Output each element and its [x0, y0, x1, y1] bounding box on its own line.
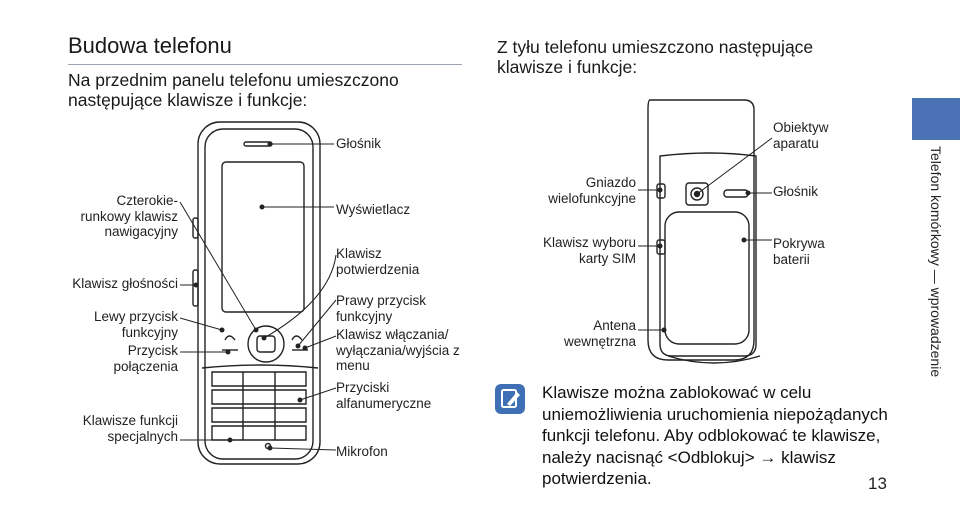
back-phone-illustration — [648, 100, 760, 363]
label-volume-key: Klawisz głośności — [72, 276, 178, 291]
label-speaker: Głośnik — [336, 136, 382, 151]
chapter-tab — [912, 98, 960, 140]
front-intro: Na przednim panelu telefonu umieszczono następujące klawisze i funkcje: — [68, 70, 399, 110]
label-power-end-key: Klawisz włączania/ wyłączania/wyjścia z menu — [336, 327, 460, 373]
label-rear-speaker: Głośnik — [773, 184, 819, 199]
chapter-side-label: Telefon komórkowy — wprowadzenie — [928, 146, 944, 378]
label-microphone: Mikrofon — [336, 444, 388, 459]
page-number: 13 — [868, 474, 887, 493]
label-sim-select-key: Klawisz wyboru karty SIM — [542, 235, 636, 266]
label-battery-cover: Pokrywa baterii — [773, 236, 825, 267]
label-multifunction-jack: Gniazdo wielofunkcyjne — [548, 175, 636, 206]
front-phone-illustration — [193, 122, 320, 464]
label-left-soft-key: Lewy przycisk funkcyjny — [93, 309, 178, 340]
label-internal-antenna: Antena wewnętrzna — [563, 318, 636, 349]
note-text: Klawisze można zablokować w celu uniemożliwienia uruchomienia niepożądanych funkcji telefonu. Aby odblokować te klawisze, należy nacisnąć <Odblokuj> → klawisz potwierdzenia. — [542, 383, 888, 488]
back-leader-dots — [658, 188, 751, 333]
label-confirm-key: Klawisz potwierdzenia — [336, 246, 420, 277]
label-navigation-key: Czterokie-runkowy klawisz nawigacyjny — [80, 193, 178, 239]
label-call-key: Przycisk połączenia — [113, 343, 178, 374]
back-leader-lines — [638, 138, 772, 330]
label-camera-lens: Obiektyw aparatu — [773, 120, 829, 151]
note-pencil-icon — [495, 384, 525, 414]
label-special-function-keys: Klawisze funkcji specjalnych — [82, 413, 178, 444]
page-title: Budowa telefonu — [68, 33, 232, 58]
back-intro: Z tyłu telefonu umieszczono następujące klawisze i funkcje: — [497, 37, 814, 77]
label-right-soft-key: Prawy przycisk funkcyjny — [336, 293, 427, 324]
label-display: Wyświetlacz — [336, 202, 411, 217]
label-alphanumeric-keys: Przyciski alfanumeryczne — [336, 380, 432, 411]
